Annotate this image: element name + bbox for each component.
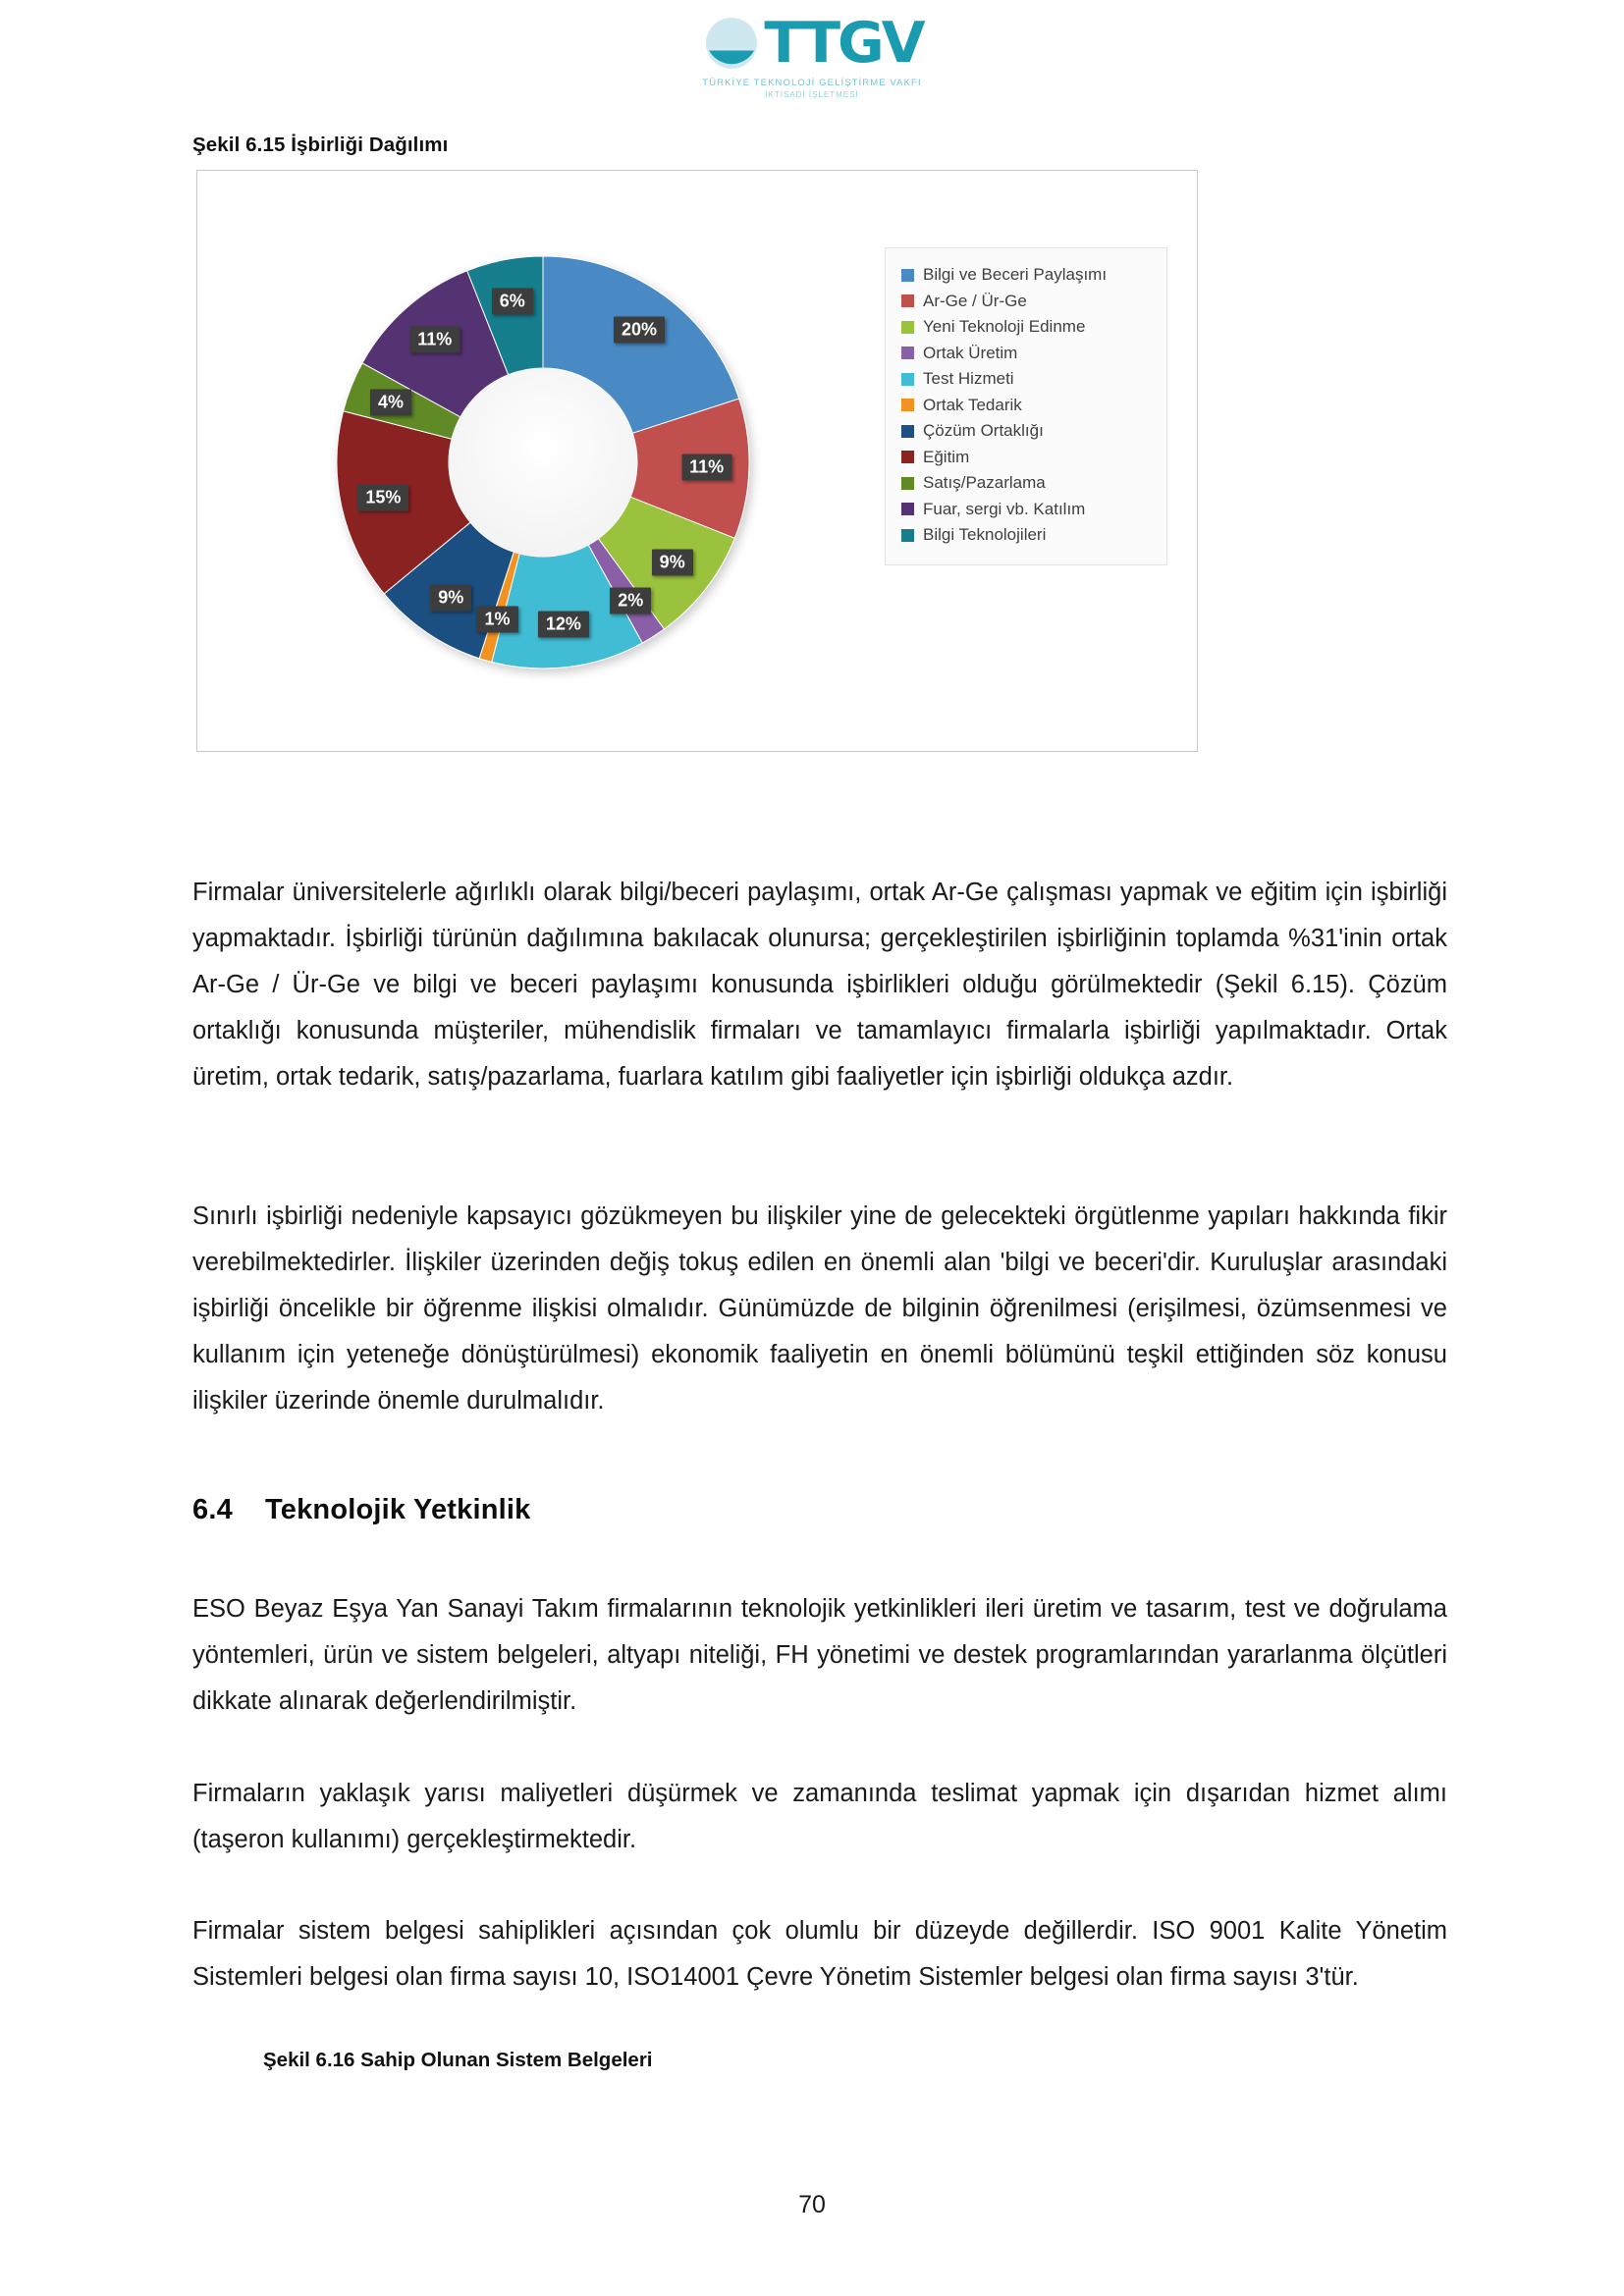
legend-item[interactable]: [901, 418, 1157, 445]
legend-label: Ar-Ge / Ür-Ge: [923, 291, 1027, 310]
legend-swatch-icon: [901, 425, 914, 438]
chart-legend: [885, 247, 1167, 565]
legend-label: Ortak Tedarik: [923, 395, 1022, 414]
slice-value-label: 9%: [652, 550, 693, 576]
legend-item[interactable]: [901, 470, 1157, 497]
legend-swatch-icon: [901, 269, 914, 282]
legend-swatch-icon: [901, 399, 914, 411]
slice-value-label: 2%: [610, 587, 651, 614]
legend-item[interactable]: [901, 289, 1157, 315]
legend-label: Satış/Pazarlama: [923, 473, 1046, 493]
figure-caption-6-16: Şekil 6.16 Sahip Olunan Sistem Belgeleri: [263, 2049, 653, 2071]
slice-value-label: 4%: [370, 389, 411, 415]
slice-value-label: 11%: [409, 326, 460, 352]
logo-subtitle-line2: İKTİSADİ İŞLETMESİ: [765, 90, 859, 99]
legend-item[interactable]: [901, 445, 1157, 471]
section-heading-6-4: [192, 1494, 530, 1526]
section-title: Teknolojik Yetkinlik: [265, 1494, 531, 1526]
legend-label: Ortak Üretim: [923, 343, 1018, 362]
paragraph-3: ESO Beyaz Eşya Yan Sanayi Takım firmalarının teknolojik yetkinlikleri ileri üretim ve tasarım, test ve doğrulama yöntemleri, ürün ve sistem belgeleri, altyapı niteliği, FH yönetimi ve destek programlarından yararlanma ölçütleri dikkate alınarak değerlendirilmiştir.: [192, 1594, 1447, 1715]
legend-label: Test Hizmeti: [923, 369, 1014, 389]
legend-item[interactable]: [901, 341, 1157, 367]
page-header: [0, 12, 1624, 99]
ttgv-wordmark: TTGV: [764, 10, 923, 76]
slice-value-label: 20%: [614, 317, 665, 344]
legend-label: Fuar, sergi vb. Katılım: [923, 499, 1086, 518]
page-number: 70: [798, 2191, 826, 2218]
legend-label: Eğitim: [923, 447, 970, 466]
figure-caption-6-15: Şekil 6.15 İşbirliği Dağılımı: [192, 133, 449, 156]
slice-value-label: 9%: [430, 584, 471, 611]
paragraph-4: Firmaların yaklaşık yarısı maliyetleri düşürmek ve zamanında teslimat yapmak için dışarıdan hizmet alımı (taşeron kullanımı) gerçekleştirmektedir.: [192, 1779, 1447, 1853]
legend-item[interactable]: [901, 522, 1157, 549]
slice-value-label: 6%: [492, 289, 533, 315]
slice-value-label: 12%: [538, 612, 589, 638]
slice-value-label: 1%: [476, 607, 517, 633]
legend-swatch-icon: [901, 347, 914, 359]
legend-item[interactable]: [901, 497, 1157, 523]
legend-swatch-icon: [901, 373, 914, 386]
legend-label: Çözüm Ortaklığı: [923, 421, 1044, 441]
doughnut-chart: [251, 195, 840, 730]
ttgv-logo: [703, 12, 921, 75]
logo-subtitle-line1: TÜRKİYE TEKNOLOJİ GELİŞTİRME VAKFI: [702, 78, 922, 88]
paragraph-5: Firmalar sistem belgesi sahiplikleri açısından çok olumlu bir düzeyde değillerdir. ISO 9001 Kalite Yönetim Sistemleri belgesi olan firma sayısı 10, ISO14001 Çevre Yönetim Sistemler belgesi olan firma sayısı 3'tür.: [192, 1916, 1447, 1991]
legend-item[interactable]: [901, 393, 1157, 419]
legend-swatch-icon: [901, 477, 914, 490]
legend-item[interactable]: [901, 366, 1157, 393]
legend-label: Yeni Teknoloji Edinme: [923, 317, 1086, 337]
legend-item[interactable]: [901, 262, 1157, 289]
legend-swatch-icon: [901, 503, 914, 515]
legend-label: Bilgi ve Beceri Paylaşımı: [923, 265, 1108, 285]
paragraph-2: Sınırlı işbirliği nedeniyle kapsayıcı gözükmeyen bu ilişkiler yine de gelecekteki örgütlenme yapıları hakkında fikir verebilmektedirler. İlişkiler üzerinden değiş tokuş edilen en önemli alan 'bilgi ve beceri'dir. Kuruluşlar arasındaki işbirliği öncelikle bir öğrenme ilişkisi olmalıdır. Günümüzde de bilginin öğrenilmesi (erişilmesi, özümsenmesi ve kullanım için yeteneğe dönüştürülmesi) ekonomik faaliyetin en önemli bölümünü teşkil ettiğinden söz konusu ilişkiler üzerinde önemle durulmalıdır.: [192, 1201, 1447, 1415]
paragraph-1: Firmalar üniversitelerle ağırlıklı olarak bilgi/beceri paylaşımı, ortak Ar-Ge çalışması yapmak ve eğitim için işbirliği yapmaktadır. İşbirliği türünün dağılımına bakılacak olunursa; gerçekleştirilen işbirliğinin toplamda %31'inin ortak Ar-Ge / Ür-Ge ve bilgi ve beceri paylaşımı konusunda işbirlikleri olduğu görülmektedir (Şekil 6.15). Çözüm ortaklığı konusunda müşteriler, mühendislik firmaları ve tamamlayıcı firmalarla işbirliği yapılmaktadır. Ortak üretim, ortak tedarik, satış/pazarlama, fuarlara katılım gibi faaliyetler için işbirliği oldukça azdır.: [192, 878, 1447, 1091]
slice-value-label: 11%: [681, 454, 731, 481]
chart-inner: [197, 171, 1197, 751]
chart-figure-6-15: [196, 170, 1198, 752]
legend-swatch-icon: [901, 451, 914, 463]
ttgv-circle-logo-icon: [703, 15, 760, 72]
section-number: 6.4: [192, 1494, 233, 1526]
legend-swatch-icon: [901, 529, 914, 542]
slice-value-label: 15%: [357, 485, 408, 511]
legend-swatch-icon: [901, 294, 914, 307]
legend-swatch-icon: [901, 321, 914, 334]
legend-label: Bilgi Teknolojileri: [923, 525, 1047, 545]
legend-item[interactable]: [901, 314, 1157, 341]
